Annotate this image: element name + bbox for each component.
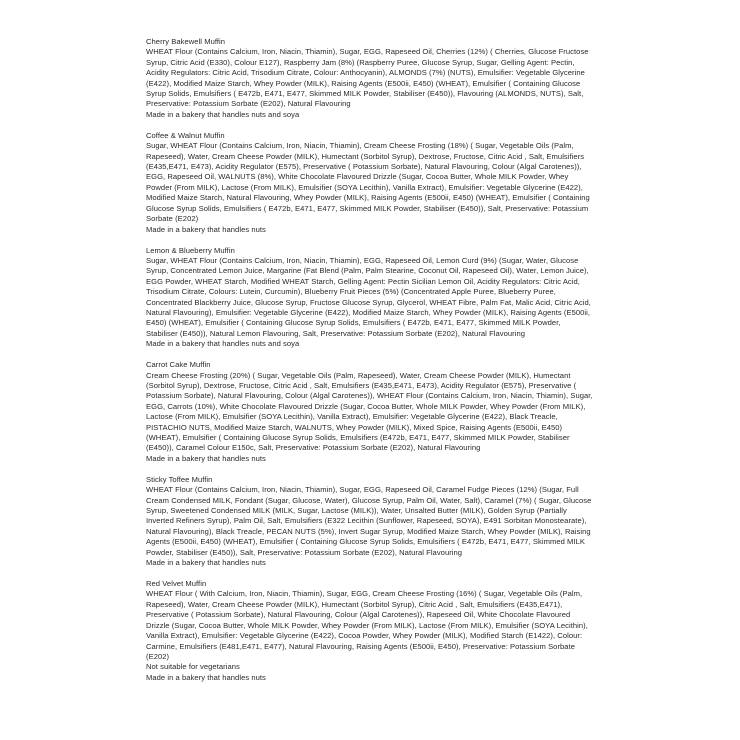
ingredients-list: WHEAT Flour ( With Calcium, Iron, Niacin, Thiamin), Sugar, EGG, Cream Cheese Frosting (16%) ( Sugar, Vegetable Oils (Palm, Rapeseed), Water, Cream Cheese Powder (MILK), Humectant (Sorbitol Syrup), Citric Acid , Salt, Emulsifiers (E435,E471), Preservative ( Potassium Sorbate), Natural Flavouring, Colour (Algal Carotenes)), Rapeseed Oil, White Chocolate Flavoured Drizzle (Sugar, Cocoa Butter, Whole MILK Powder, Whey Powder (From MILK), Lactose (From MILK), Emulsifier (SOYA Lecithin), Vanilla Extract), Emulsifier: Vegetable Glycerine (E422), Cocoa Powder, Whey Powder (MILK), Modified Starch (E1422), Colour: Carmine, Emulsifiers (E481,E471, E477), Natural Flavouring, Raising Agents (E500ii, E450), Preservative: Potassium Sorbate (E202) [146,589,588,661]
product-lemon-blueberry [146,246,594,350]
product-name: Cherry Bakewell Muffin [146,37,226,46]
product-coffee-walnut [146,131,594,235]
allergen-note: Made in a bakery that handles nuts [146,453,266,463]
allergen-note: Made in a bakery that handles nuts [146,558,266,568]
document-body [146,37,594,694]
ingredients-list: Sugar, WHEAT Flour (Contains Calcium, Iron, Niacin, Thiamin), Cream Cheese Frosting (18%) ( Sugar, Vegetable Oils (Palm, Rapeseed), Water, Cream Cheese Powder (MILK), Humectant (Sorbitol Syrup), Dextrose, Fructose, Citric Acid , Salt, Emulsifiers (E435,E471, E473), Acidity Regulator (E575), Preservative ( Potassium Sorbate), Natural Flavouring, Colour (Algal Carotenes)), EGG, Rapeseed Oil, WALNUTS (8%), White Chocolate Flavoured Drizzle (Sugar, Cocoa Butter, Whole MILK Powder, Whey Powder (From MILK), Lactose (From MILK), Emulsifier (SOYA Lecithin), Vanilla Extract), Emulsifier: Vegetable Glycerine (E422), Modified Maize Starch, Natural Flavouring, Whey Powder (MILK), Raising Agents (E500ii, E450) (WHEAT), Emulsifier ( Containing Glucose Syrup Solids, Emulsifiers ( E472b, E471, E477, Skimmed MILK Powder, Stabiliser (E450)), Salt, Preservative: Potassium Sorbate (E202) [146,141,590,224]
ingredients-list: WHEAT Flour (Contains Calcium, Iron, Niacin, Thiamin), Sugar, EGG, Rapeseed Oil, Cherries (12%) ( Cherries, Glucose Fructose Syrup, Citric Acid (E330), Colour E127), Raspberry Jam (8%) (Raspberry Puree, Glucose Syrup, Sugar, Gelling Agent: Pectin, Acidity Regulators: Citric Acid, Trisodium Citrate, Colour: Anthocyanin), ALMONDS (7%) (NUTS), Emulsifier: Vegetable Glycerine (E422), Modified Maize Starch, Whey Powder (MILK), Raising Agents (E500ii, E450) (WHEAT), Emulsifier ( Containing Glucose Syrup Solids, Emulsifiers ( E472b, E471, E477, Skimmed MILK Powder, Stabiliser (E450)), Flavouring (ALMONDS, NUTS), Salt, Preservative: Potassium Sorbate (E202), Natural Flavouring [146,47,589,109]
product-sticky-toffee [146,475,594,569]
product-name: Lemon & Blueberry Muffin [146,245,235,255]
product-carrot-cake [146,360,594,464]
product-name: Carrot Cake Muffin [146,360,211,370]
allergen-note: Made in a bakery that handles nuts and soya [146,109,300,119]
product-cherry-bakewell [146,37,594,120]
vegetarian-note: Not suitable for vegetarians [146,662,240,672]
product-red-velvet [146,579,594,683]
product-name: Sticky Toffee Muffin [146,474,213,484]
allergen-note: Made in a bakery that handles nuts and soya [146,339,300,349]
ingredients-list: Cream Cheese Frosting (20%) ( Sugar, Vegetable Oils (Palm, Rapeseed), Water, Cream Cheese Powder (MILK), Humectant (Sorbitol Syrup), Dextrose, Fructose, Citric Acid , Salt, Emulsifiers (E435,E471, E473), Acidity Regulator (E575), Preservative ( Potassium Sorbate), Natural Flavouring, Colour (Algal Carotenes)), WHEAT Flour (Contains Calcium, Iron, Niacin, Thiamin), Sugar, EGG, Carrots (10%), White Chocolate Flavoured Drizzle (Sugar, Cocoa Butter, Whole MILK Powder, Whey Powder (From MILK), Lactose (From MILK), Emulsifier (SOYA Lecithin), Vanilla Extract), Emulsifier: Vegetable Glycerine (E422), Black Treacle, PISTACHIO NUTS, Modified Maize Starch, WALNUTS, Whey Powder (MILK), Mixed Spice, Raising Agents (E500ii, E450) (WHEAT), Emulsifier ( Containing Glucose Syrup Solids, Emulsifiers (E472b, E471, E477, Skimmed MILK Powder, Stabiliser (E450)), Caramel Colour E150c, Salt, Preservative: Potassium Sorbate (E202), Natural Flavouring [146,370,593,453]
ingredients-list: WHEAT Flour (Contains Calcium, Iron, Niacin, Thiamin), Sugar, EGG, Rapeseed Oil, Caramel Fudge Pieces (12%) (Sugar, Full Cream Condensed MILK, Fondant (Sugar, Glucose, Water), Glucose Syrup, Palm Oil, Water, Salt), Caramel (7%) ( Sugar, Glucose Syrup, Sweetened Condensed MILK (MILK, Sugar, Lactose (MILK)), Water, Unsalted Butter (MILK), Golden Syrup (Partially Inverted Refiners Syrup), Palm Oil, Salt, Emulsifiers (E322 Lecithin (Sunflower, Rapeseed, SOYA), E491 Sorbitan Monostearate), Natural Flavouring), Black Treacle, PECAN NUTS (5%), Invert Sugar Syrup, Modified Maize Starch, Whey Powder (MILK), Raising Agents (E500ii, E450) (WHEAT), Emulsifier ( Containing Glucose Syrup Solids, Emulsifiers ( E472b, E471, E477, Skimmed MILK Powder, Stabiliser (E450)), Salt, Preservative: Potassium Sorbate (E202), Natural Flavouring [146,485,592,557]
product-name: Coffee & Walnut Muffin [146,130,225,140]
allergen-note: Made in a bakery that handles nuts [146,672,266,682]
product-name: Red Velvet Muffin [146,579,207,589]
ingredients-list: Sugar, WHEAT Flour (Contains Calcium, Iron, Niacin, Thiamin), EGG, Rapeseed Oil, Lemon Curd (9%) (Sugar, Water, Glucose Syrup, Concentrated Lemon Juice, Margarine (Fat Blend (Palm, Palm Stearine, Coconut Oil, Rapeseed Oil), Water, Lemon Juice), EGG Powder, WHEAT Starch, Modified WHEAT Starch, Gelling Agent: Pectin Sicilian Lemon Oil, Acidity Regulators: Citric Acid, Trisodium Citrate, Colours: Lutein, Curcumin), Blueberry Fruit Pieces (5%) (Concentrated Apple Puree, Blueberry Puree, Concentrated Blackberry Juice, Glucose Syrup, Fructose Glucose Syrup, Glycerol, WHEAT Fibre, Palm Fat, Malic Acid, Citric Acid, Natural Flavouring), Emulsifier: Vegetable Glycerine (E422), Modified Maize Starch, Whey Powder (MILK), Raising Agents (E500ii, E450) (WHEAT), Emulsifier ( Containing Glucose Syrup Solids, Emulsifiers ( E472b, E471, E477, Skimmed MILK Powder, Stabiliser (E450)), Natural Lemon Flavouring, Salt, Preservative: Potassium Sorbate (E202), Natural Flavouring [146,255,591,338]
allergen-note: Made in a bakery that handles nuts [146,224,266,234]
